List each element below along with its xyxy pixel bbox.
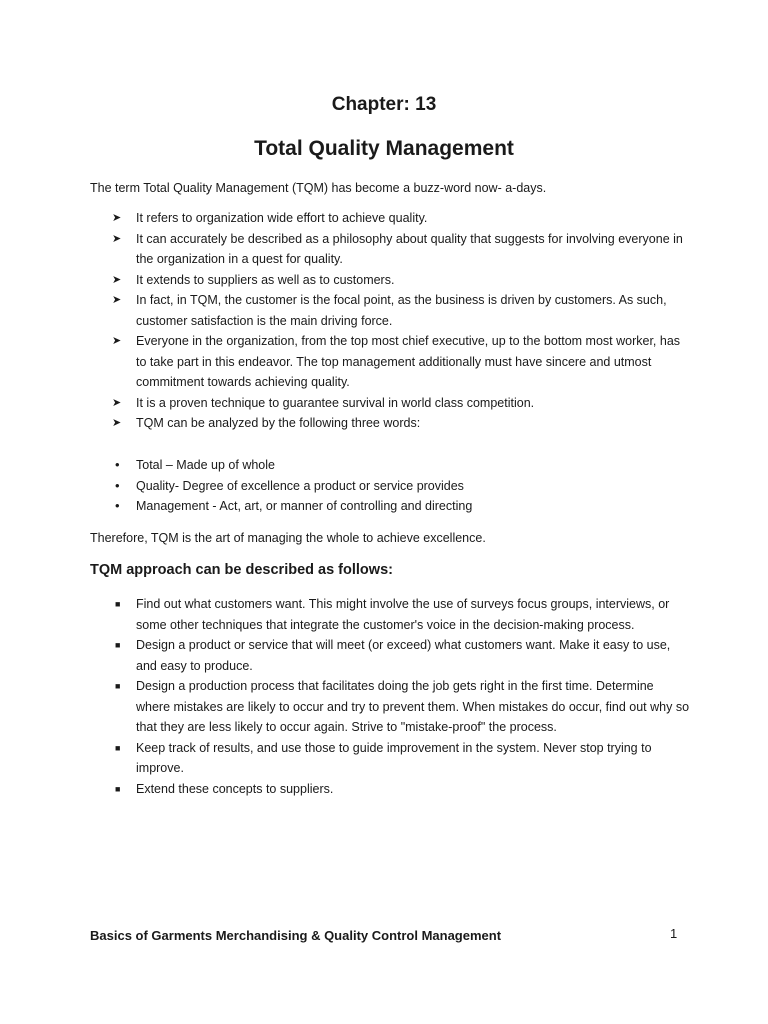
list-item: ■ Extend these concepts to suppliers. bbox=[90, 779, 690, 800]
list-item: ➤ TQM can be analyzed by the following three words: bbox=[90, 413, 690, 434]
arrow-bullet-icon: ➤ bbox=[112, 294, 122, 306]
arrow-bullet-list bbox=[90, 208, 690, 434]
page-footer: Basics of Garments Merchandising & Quality Control Management bbox=[90, 928, 502, 943]
list-item: ➤ Everyone in the organization, from the top most chief executive, up to the bottom most worker, has to take part in this endeavor. The top management additionally must have sincere and utmost commitment towards achieving quality. bbox=[90, 331, 690, 393]
list-item: ➤ It refers to organization wide effort to achieve quality. bbox=[90, 208, 690, 229]
square-bullet-icon: ■ bbox=[115, 783, 121, 794]
arrow-bullet-icon: ➤ bbox=[112, 417, 122, 429]
list-item: ■ Design a production process that facilitates doing the job gets right in the first time. Determine where mistakes are likely to occur and try to prevent them. When mistakes do occur, find out why so that they are less likely to occur again. Strive to "mistake-proof" the process. bbox=[90, 676, 690, 738]
square-bullet-icon: ■ bbox=[115, 640, 121, 650]
arrow-bullet-icon: ➤ bbox=[112, 273, 122, 286]
arrow-bullet-icon: ➤ bbox=[112, 212, 122, 224]
list-item: • Management - Act, art, or manner of controlling and directing bbox=[90, 496, 690, 517]
intro-paragraph: The term Total Quality Management (TQM) has become a buzz-word now- a-days. bbox=[90, 181, 547, 195]
approach-list bbox=[90, 594, 690, 799]
arrow-bullet-icon: ➤ bbox=[112, 396, 122, 409]
list-item: ■ Keep track of results, and use those to guide improvement in the system. Never stop trying to improve. bbox=[90, 738, 690, 779]
page-number: 1 bbox=[670, 926, 678, 941]
page-title: Total Quality Management bbox=[254, 137, 514, 160]
list-item: ➤ It extends to suppliers as well as to customers. bbox=[90, 270, 690, 291]
list-item: • Total – Made up of whole bbox=[90, 455, 690, 476]
dot-bullet-icon: • bbox=[115, 498, 120, 513]
dot-bullet-icon: • bbox=[115, 457, 120, 472]
square-bullet-icon: ■ bbox=[115, 742, 121, 753]
arrow-bullet-icon: ➤ bbox=[112, 232, 122, 245]
square-bullet-icon: ■ bbox=[115, 681, 121, 691]
section-heading: TQM approach can be described as follows: bbox=[90, 562, 393, 578]
square-bullet-icon: ■ bbox=[115, 599, 121, 609]
conclusion-paragraph: Therefore, TQM is the art of managing the whole to achieve excellence. bbox=[90, 531, 486, 545]
list-item: • Quality- Degree of excellence a product or service provides bbox=[90, 476, 690, 497]
dot-bullet-icon: • bbox=[115, 477, 120, 493]
list-item: ■ Find out what customers want. This might involve the use of surveys focus groups, interviews, or some other techniques that integrate the customer's voice in the decision-making process. bbox=[90, 594, 690, 635]
chapter-number: Chapter: 13 bbox=[331, 94, 437, 115]
list-item: ➤ In fact, in TQM, the customer is the focal point, as the business is driven by customers. As such, customer satisfaction is the main driving force. bbox=[90, 290, 690, 331]
list-item: ■ Design a product or service that will meet (or exceed) what customers want. Make it easy to use, and easy to produce. bbox=[90, 635, 690, 676]
list-item: ➤ It can accurately be described as a philosophy about quality that suggests for involving everyone in the organization in a quest for quality. bbox=[90, 229, 690, 270]
arrow-bullet-icon: ➤ bbox=[112, 335, 122, 347]
list-item: ➤ It is a proven technique to guarantee survival in world class competition. bbox=[90, 393, 690, 414]
three-words-list bbox=[90, 455, 690, 517]
